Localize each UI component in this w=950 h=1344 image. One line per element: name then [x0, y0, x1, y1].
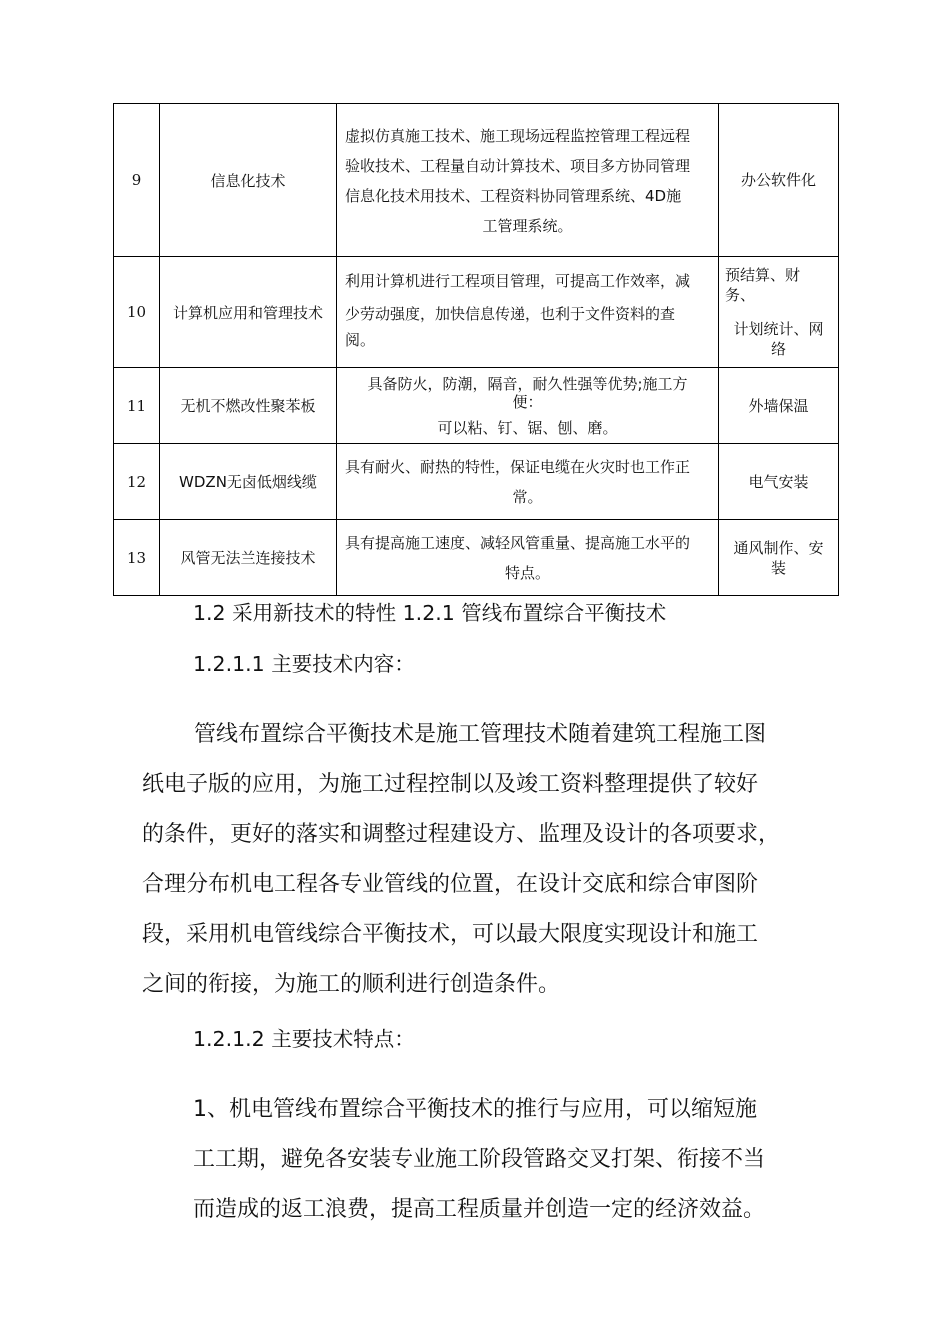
description-line: 信息化技术用技术、工程资料协同管理系统、4D施 [345, 187, 682, 205]
technology-description [337, 104, 719, 257]
application-field [719, 257, 839, 368]
description-line: 便： [512, 392, 543, 411]
paragraph-line: 之间的衔接，为施工的顺利进行创造条件。 [142, 972, 561, 997]
application-field [719, 368, 839, 444]
paragraph-technical-features [193, 1085, 843, 1235]
table-row [114, 368, 839, 444]
application-line: 预结算、财 [725, 266, 801, 284]
paragraph-line: 1、机电管线布置综合平衡技术的推行与应用，可以缩短施 [193, 1097, 757, 1122]
description-line: 具备防火，防潮，隔音，耐久性强等优势;施工方 [367, 374, 688, 393]
application-line: 装 [770, 558, 786, 577]
application-line: 通风制作、安 [733, 538, 824, 557]
technology-description [337, 444, 719, 520]
application-field [719, 104, 839, 257]
description-line: 特点。 [504, 563, 550, 582]
description-line: 利用计算机进行工程项目管理，可提高工作效率，减 [345, 272, 691, 290]
application-field [719, 520, 839, 596]
paragraph-line: 而造成的返工浪费，提高工程质量并创造一定的经济效益。 [193, 1197, 766, 1222]
table-row [114, 104, 839, 257]
row-number: 13 [114, 520, 160, 596]
paragraph-line: 纸电子版的应用，为施工过程控制以及竣工资料整理提供了较好 [142, 772, 759, 797]
technology-name: 风管无法兰连接技术 [160, 520, 337, 596]
paragraph-line: 工工期，避免各安装专业施工阶段管路交叉打架、衔接不当 [193, 1147, 766, 1172]
description-line: 阅。 [345, 331, 376, 349]
application-line: 外墙保温 [748, 396, 809, 415]
technology-name: WDZN无卤低烟线缆 [160, 444, 337, 520]
subsection-heading-features: 1.2.1.2 主要技术特点： [193, 1027, 415, 1051]
paragraph-line: 的条件，更好的落实和调整过程建设方、监理及设计的各项要求， [142, 822, 781, 847]
description-line: 少劳动强度，加快信息传递，也利于文件资料的查 [345, 305, 676, 323]
technology-description [337, 257, 719, 368]
description-line: 常。 [512, 487, 543, 506]
description-line: 可以粘、钉、锯、刨、磨。 [437, 418, 618, 437]
description-line: 虚拟仿真施工技术、施工现场远程监控管理工程远程 [345, 127, 691, 145]
application-line: 电气安装 [748, 472, 809, 491]
row-number: 12 [114, 444, 160, 520]
paragraph-line: 合理分布机电工程各专业管线的位置，在设计交底和综合审图阶 [142, 872, 759, 897]
row-number: 11 [114, 368, 160, 444]
row-number: 9 [114, 104, 160, 257]
application-line: 络 [770, 340, 786, 358]
description-line: 具有耐火、耐热的特性，保证电缆在火灾时也工作正 [345, 457, 691, 476]
application-line: 计划统计、网 [733, 320, 824, 338]
table-row [114, 520, 839, 596]
subsection-heading-content: 1.2.1.1 主要技术内容： [193, 652, 415, 676]
technology-description [337, 368, 719, 444]
description-line: 具有提高施工速度、减轻风管重量、提高施工水平的 [345, 533, 691, 552]
paragraph-line: 管线布置综合平衡技术是施工管理技术随着建筑工程施工图 [194, 722, 767, 747]
application-line: 务、 [725, 286, 756, 304]
technology-name: 信息化技术 [160, 104, 337, 257]
technology-name: 无机不燃改性聚苯板 [160, 368, 337, 444]
paragraph-technical-content [142, 710, 842, 1010]
description-line: 验收技术、工程量自动计算技术、项目多方协同管理 [345, 157, 691, 175]
table-row [114, 444, 839, 520]
technology-description [337, 520, 719, 596]
row-number: 10 [114, 257, 160, 368]
description-line: 工管理系统。 [482, 217, 573, 235]
section-heading: 1.2 采用新技术的特性 1.2.1 管线布置综合平衡技术 [193, 601, 667, 625]
paragraph-line: 段，采用机电管线综合平衡技术，可以最大限度实现设计和施工 [142, 922, 759, 947]
application-field [719, 444, 839, 520]
table-row [114, 257, 839, 368]
technology-table [113, 103, 839, 596]
application-line: 办公软件化 [740, 171, 816, 189]
technology-name: 计算机应用和管理技术 [160, 257, 337, 368]
